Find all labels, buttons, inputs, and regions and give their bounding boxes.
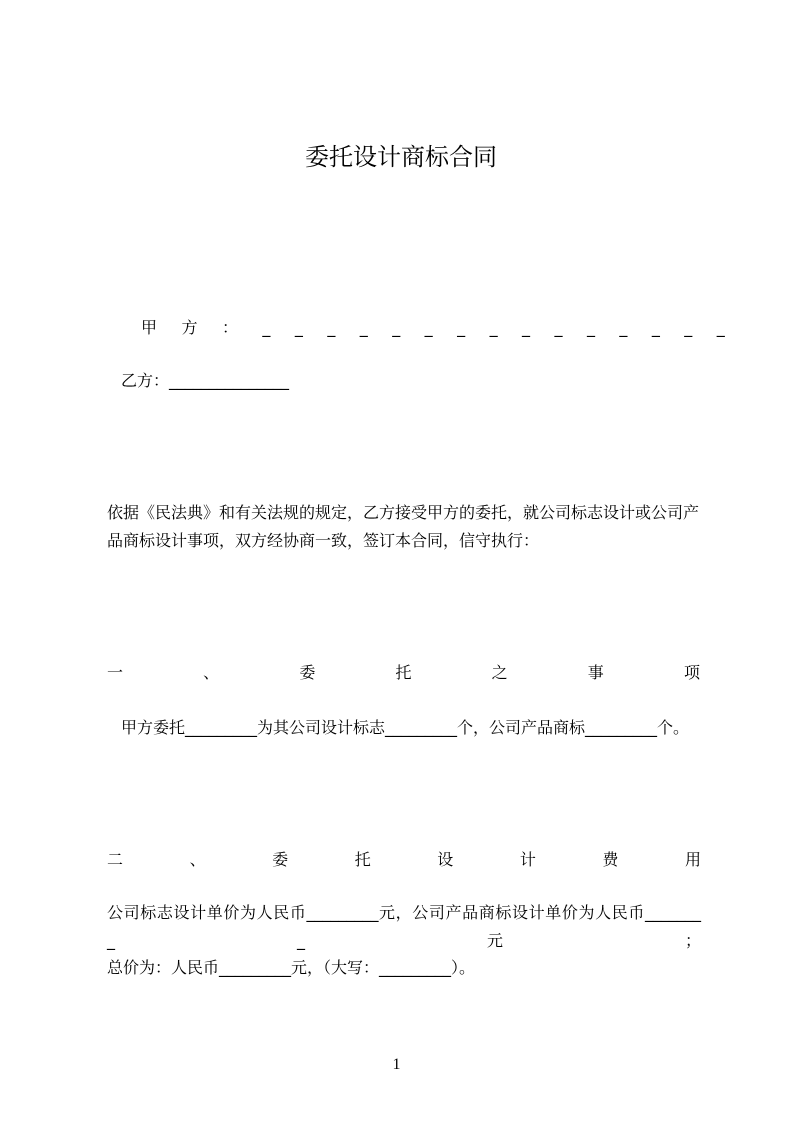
distributed-char: _ xyxy=(457,318,466,337)
distributed-char: _ xyxy=(262,318,271,337)
distributed-char: 方 xyxy=(181,318,198,337)
intro-paragraph xyxy=(107,499,699,555)
section-heading-fees xyxy=(107,846,701,874)
intro-line: 品商标设计事项，双方经协商一致，签订本合同，信守执行： xyxy=(107,531,540,550)
distributed-char: _ xyxy=(716,318,725,337)
document-title: 委托设计商标合同 xyxy=(305,143,497,171)
distributed-char: 甲 xyxy=(141,318,158,337)
distributed-char: _ xyxy=(392,318,401,337)
section-body-fees xyxy=(107,899,701,982)
page-number: 1 xyxy=(392,1056,401,1073)
distributed-char: _ xyxy=(554,318,563,337)
party-a-line xyxy=(141,318,725,338)
distributed-char: ； xyxy=(684,930,701,950)
distributed-char: _ xyxy=(359,318,368,337)
distributed-char: _ xyxy=(424,318,433,337)
fee-line-unit-prices: 公司标志设计单价为人民币_________元，公司产品商标设计单价为人民币_______ xyxy=(107,903,701,922)
distributed-char: 委 xyxy=(299,663,316,682)
distributed-char: 二 xyxy=(107,850,124,869)
distributed-char: _ xyxy=(327,318,336,337)
distributed-char: 用 xyxy=(684,850,701,869)
section-body-commission: 甲方委托_________为其公司设计标志_________个，公司产品商标_________个。 xyxy=(121,718,690,737)
distributed-char: 事 xyxy=(587,663,604,682)
distributed-char: _ xyxy=(651,318,660,337)
distributed-char: 费 xyxy=(602,850,619,869)
distributed-char: 、 xyxy=(203,663,220,682)
distributed-char: _ xyxy=(107,930,115,950)
distributed-char: _ xyxy=(294,318,303,337)
distributed-char: _ xyxy=(684,318,693,337)
intro-line: 依据《民法典》和有关法规的规定，乙方接受甲方的委托，就公司标志设计或公司产 xyxy=(107,503,700,522)
distributed-char: 、 xyxy=(189,850,206,869)
distributed-char: 委 xyxy=(272,850,289,869)
distributed-char: 设 xyxy=(437,850,454,869)
distributed-char: 项 xyxy=(683,663,700,682)
distributed-char: _ xyxy=(586,318,595,337)
distributed-char: _ xyxy=(296,930,305,950)
distributed-char: _ xyxy=(619,318,628,337)
distributed-char: ： xyxy=(221,318,238,337)
distributed-char: 托 xyxy=(354,850,371,869)
distributed-char: 之 xyxy=(491,663,508,682)
party-b-line: 乙方：_______________ xyxy=(121,371,290,390)
fee-line-continuation xyxy=(107,927,701,955)
distributed-char: 计 xyxy=(519,850,536,869)
fee-line-total: 总价为：人民币_________元，（大写：_________）。 xyxy=(107,958,476,977)
distributed-char: _ xyxy=(489,318,498,337)
section-heading-commission xyxy=(107,659,700,687)
distributed-char: _ xyxy=(522,318,531,337)
distributed-char: 元 xyxy=(486,930,503,950)
distributed-char: 一 xyxy=(107,663,124,682)
distributed-char: 托 xyxy=(395,663,412,682)
